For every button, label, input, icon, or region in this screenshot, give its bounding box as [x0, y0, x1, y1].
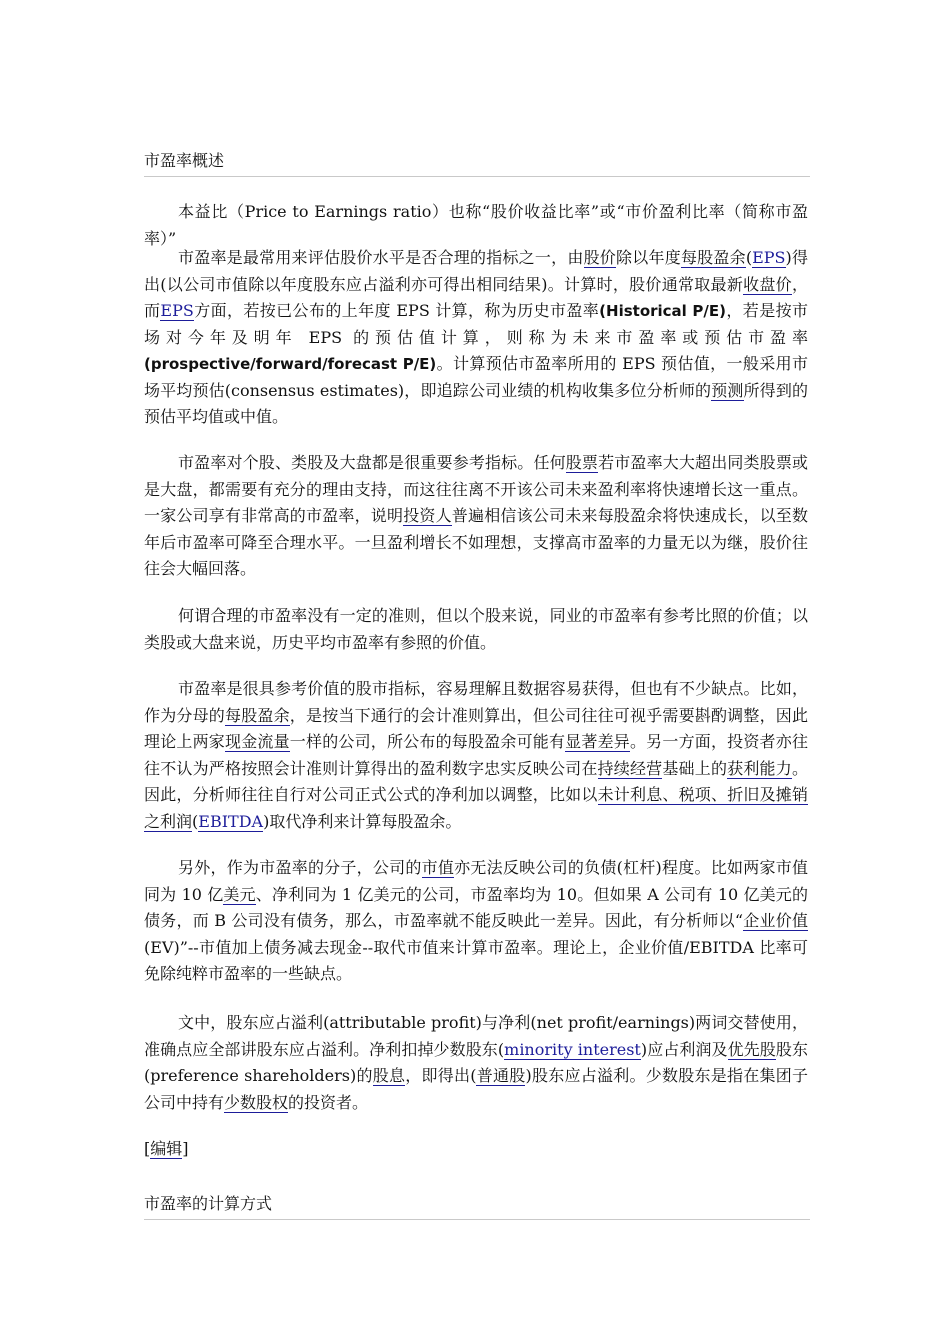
text: 另外，作为市盈率的分子，公司的 [178, 858, 422, 877]
link-going-concern[interactable]: 持续经营 [597, 758, 663, 778]
text: 市盈率对个股、类股及大盘都是很重要参考指标。任何 [178, 453, 566, 472]
heading-divider [144, 176, 810, 177]
link-cash-flow[interactable]: 现金流量 [225, 732, 290, 751]
link-dividend[interactable]: 股息 [372, 1066, 406, 1085]
text: )取代净利来计算每股盈余。 [263, 811, 462, 831]
bracket-close: ] [182, 1139, 189, 1158]
text: 的投资者。 [288, 1092, 369, 1112]
text: 、净利同为 1 亿美元的公司，市盈率均为 10。但如果 A 公司有 10 亿美元的债务，而 B 公司没有债务，那么，市盈率就不能反映此一差异。因此，有分析师以“ [144, 884, 808, 930]
link-minority-interest[interactable]: minority interest [504, 1039, 641, 1059]
text: 。另一方面，投资者亦往往不认为严格按照会计准则计算得出的盈利数字忠实反映公司在 [144, 732, 808, 778]
text: 基础上的 [662, 758, 728, 778]
link-preferred-stock[interactable]: 优先股 [727, 1039, 776, 1059]
text: )股东应占溢利。少数股东是指在集团子公司中持有 [144, 1066, 808, 1112]
bold-term-historical-pe: (Historical P/E) [599, 302, 727, 320]
heading-divider-2 [144, 1219, 810, 1220]
section-heading-overview: 市盈率概述 [144, 151, 225, 170]
edit-link-row [144, 1136, 808, 1163]
paragraph-leverage [144, 855, 808, 988]
text: 市盈率是最常用来评估股价水平是否合理的指标之一，由 [178, 248, 584, 267]
bold-term-forward-pe: (prospective/forward/forecast P/E) [144, 355, 437, 373]
text: 除以年度 [616, 248, 681, 267]
text: 方面，若按已公布的上年度 EPS 计算，称为历史市盈率 [193, 301, 600, 320]
text: 。计算预估市盈率所用的 EPS 预估值，一般采用市场平均预估(consensus estimates)，即追踪公司业绩的机构收集多位分析师的 [144, 354, 808, 400]
link-minority-stake[interactable]: 少数股权 [224, 1092, 289, 1112]
link-forecast[interactable]: 预测 [711, 380, 744, 400]
text: 市盈率是很具参考价值的股市指标，容易理解且数据容易获得，但也有不少缺点。比如，作为分母的 [144, 679, 808, 725]
text: ，若是按市场对今年及明年 EPS 的预估值计算，则称为未来市盈率或预估市盈率 [144, 301, 808, 347]
link-common-stock[interactable]: 普通股 [476, 1066, 526, 1085]
text: ( [192, 811, 199, 831]
text: 文中，股东应占溢利(attributable profit)与净利(net profit/earnings)两词交替使用，准确点应全部讲股东应占溢利。净利扣掉少数股东( [144, 1013, 808, 1059]
text: )应占利润及 [640, 1039, 728, 1059]
text: ( [745, 248, 753, 267]
link-eps-3[interactable]: 每股盈余 [225, 705, 290, 725]
link-enterprise-value[interactable]: 企业价值 [743, 911, 808, 930]
link-market-cap[interactable]: 市值 [421, 858, 455, 877]
link-eps[interactable]: EPS [752, 248, 786, 267]
text: ，即得出( [405, 1066, 477, 1085]
text: 亦无法反映公司的负债(杠杆)程度。比如两家市值同为 10 亿 [144, 858, 808, 904]
text: )得出(以公司市值除以年度股东应占溢利亦可得出相同结果)。计算时，股价通常取最新 [144, 248, 808, 294]
link-profitability[interactable]: 获利能力 [727, 758, 792, 778]
link-significant-difference[interactable]: 显著差异 [565, 732, 630, 751]
paragraph-definition [144, 245, 808, 431]
paragraph-drawbacks [144, 676, 808, 835]
paragraph-importance [144, 450, 808, 583]
text: 若市盈率大大超出同类股票或是大盘，都需要有充分的理由支持，而这往往离不开该公司未来盈利率将快速增长这一重点。一家公司享有非常高的市盈率，说明 [144, 453, 808, 525]
edit-link[interactable]: 编辑 [150, 1139, 183, 1158]
link-closing-price[interactable]: 收盘价 [743, 274, 792, 294]
link-stock-price[interactable]: 股价 [583, 248, 617, 267]
text: 本益比（Price to Earnings ratio）也称“股价收益比率”或“市价盈利比率（简称市盈率）” [144, 202, 808, 248]
link-eps-2[interactable]: EPS [160, 301, 194, 320]
text: 何谓合理的市盈率没有一定的准则，但以个股来说，同业的市盈率有参考比照的价值；以类股或大盘来说，历史平均市盈率有参照的价值。 [144, 606, 808, 652]
text: 普遍相信该公司未来每股盈余将快速成长，以至数年后市盈率可降至合理水平。一旦盈利增长不如理想，支撑高市盈率的力量无以为继，股价往往会大幅回落。 [144, 506, 808, 578]
link-eps-chinese[interactable]: 每股盈余 [680, 248, 746, 267]
text: 一样的公司，所公布的每股盈余可能有 [289, 732, 566, 751]
text: 股东(preference shareholders)的 [144, 1039, 808, 1085]
text: 所得到的预估平均值或中值。 [144, 380, 808, 426]
paragraph-reasonable-pe [144, 603, 808, 656]
text: (EV)”--市值加上债务减去现金--取代市值来计算市盈率。理论上，企业价值/EBITDA 比率可免除纯粹市盈率的一些缺点。 [144, 937, 808, 983]
text: ，是按当下通行的会计准则算出，但公司往往可视乎需要斟酌调整，因此理论上两家 [144, 705, 808, 751]
link-investor[interactable]: 投资人 [403, 506, 452, 525]
bracket-open: [ [144, 1139, 151, 1158]
paragraph-terminology [144, 1010, 808, 1116]
text: ，而 [144, 274, 808, 320]
link-usd[interactable]: 美元 [223, 884, 256, 904]
link-ebitda-chinese[interactable]: 未计利息、税项、折旧及摊销之利润 [144, 785, 808, 831]
link-stock[interactable]: 股票 [565, 453, 599, 472]
link-ebitda[interactable]: EBITDA [198, 811, 264, 831]
text: 。因此，分析师往往自行对公司正式公式的净利加以调整，比如以 [144, 758, 808, 804]
section-heading-calculation: 市盈率的计算方式 [144, 1194, 273, 1213]
